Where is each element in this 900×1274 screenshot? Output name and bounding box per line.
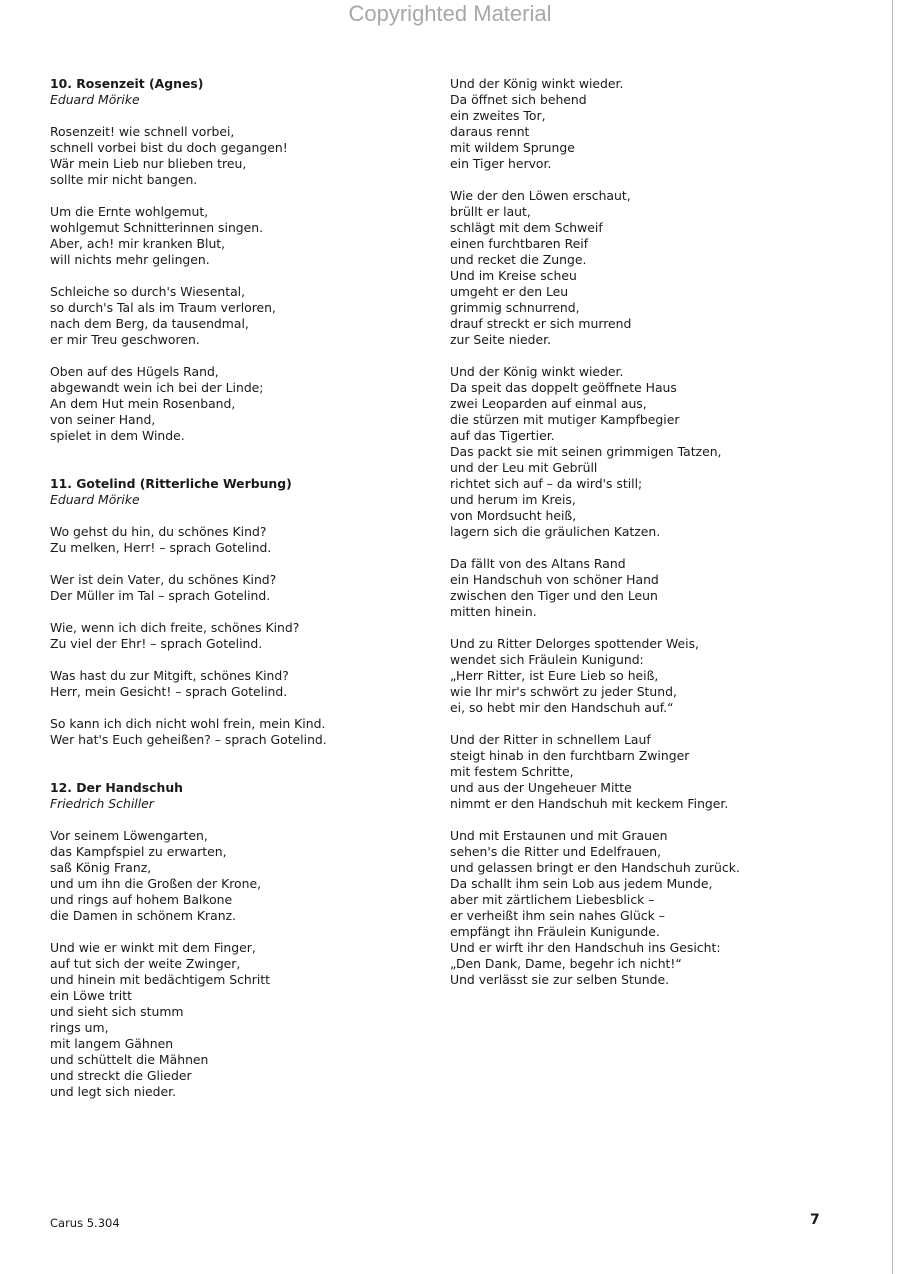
verse-line: „Herr Ritter, ist Eure Lieb so heiß, xyxy=(450,668,659,683)
verse-line: Zu melken, Herr! – sprach Gotelind. xyxy=(50,540,272,555)
stanza xyxy=(450,188,780,348)
stanza xyxy=(450,732,780,812)
verse-line: Zu viel der Ehr! – sprach Gotelind. xyxy=(50,636,263,651)
stanza xyxy=(450,76,780,172)
verse-line: und hinein mit bedächtigem Schritt xyxy=(50,972,271,987)
poem-author: Eduard Mörike xyxy=(50,92,140,107)
verse-line: Und der Ritter in schnellem Lauf xyxy=(450,732,651,747)
verse-line: Der Müller im Tal – sprach Gotelind. xyxy=(50,588,271,603)
stanza xyxy=(450,828,780,988)
verse-line: die Damen in schönem Kranz. xyxy=(50,908,237,923)
poem-der-handschuh-continuation xyxy=(450,76,780,988)
poem-title: 10. Rosenzeit (Agnes) xyxy=(50,76,204,91)
verse-line: Da speit das doppelt geöffnete Haus xyxy=(450,380,677,395)
verse-line: so durch's Tal als im Traum verloren, xyxy=(50,300,276,315)
poem-text xyxy=(50,124,350,444)
stanza xyxy=(50,572,350,604)
verse-line: Und mit Erstaunen und mit Grauen xyxy=(450,828,668,843)
verse-line: mit festem Schritte, xyxy=(450,764,574,779)
verse-line: zwischen den Tiger und den Leun xyxy=(450,588,658,603)
verse-line: saß König Franz, xyxy=(50,860,152,875)
verse-line: daraus rennt xyxy=(450,124,530,139)
verse-line: sollte mir nicht bangen. xyxy=(50,172,198,187)
verse-line: das Kampfspiel zu erwarten, xyxy=(50,844,227,859)
verse-line: Und wie er winkt mit dem Finger, xyxy=(50,940,256,955)
verse-line: ein Tiger hervor. xyxy=(450,156,552,171)
poem-title: 12. Der Handschuh xyxy=(50,780,183,795)
verse-line: und streckt die Glieder xyxy=(50,1068,192,1083)
verse-line: Und im Kreise scheu xyxy=(450,268,577,283)
right-column xyxy=(450,76,780,988)
verse-line: schnell vorbei bist du doch gegangen! xyxy=(50,140,288,155)
stanza xyxy=(50,364,350,444)
verse-line: schlägt mit dem Schweif xyxy=(450,220,603,235)
verse-line: Da fällt von des Altans Rand xyxy=(450,556,626,571)
stanza xyxy=(50,204,350,268)
verse-line: empfängt ihn Fräulein Kunigunde. xyxy=(450,924,660,939)
verse-line: zur Seite nieder. xyxy=(450,332,552,347)
verse-line: brüllt er laut, xyxy=(450,204,531,219)
verse-line: Was hast du zur Mitgift, schönes Kind? xyxy=(50,668,289,683)
verse-line: Wär mein Lieb nur blieben treu, xyxy=(50,156,247,171)
verse-line: Da schallt ihm sein Lob aus jedem Munde, xyxy=(450,876,713,891)
verse-line: ein Löwe tritt xyxy=(50,988,132,1003)
verse-line: Wo gehst du hin, du schönes Kind? xyxy=(50,524,267,539)
stanza xyxy=(50,284,350,348)
verse-line: Wer hat's Euch geheißen? – sprach Gotelind. xyxy=(50,732,327,747)
verse-line: zwei Leoparden auf einmal aus, xyxy=(450,396,647,411)
verse-line: und aus der Ungeheuer Mitte xyxy=(450,780,632,795)
verse-line: Wie der den Löwen erschaut, xyxy=(450,188,631,203)
verse-line: Aber, ach! mir kranken Blut, xyxy=(50,236,226,251)
verse-line: Um die Ernte wohlgemut, xyxy=(50,204,209,219)
poem-text xyxy=(50,524,350,748)
verse-line: und sieht sich stumm xyxy=(50,1004,184,1019)
verse-line: auf tut sich der weite Zwinger, xyxy=(50,956,241,971)
verse-line: und legt sich nieder. xyxy=(50,1084,177,1099)
verse-line: mitten hinein. xyxy=(450,604,537,619)
verse-line: und schüttelt die Mähnen xyxy=(50,1052,209,1067)
stanza xyxy=(50,524,350,556)
verse-line: von seiner Hand, xyxy=(50,412,156,427)
verse-line: Schleiche so durch's Wiesental, xyxy=(50,284,246,299)
verse-line: nimmt er den Handschuh mit keckem Finger. xyxy=(450,796,729,811)
stanza xyxy=(50,668,350,700)
verse-line: Und der König winkt wieder. xyxy=(450,364,624,379)
verse-line: und rings auf hohem Balkone xyxy=(50,892,233,907)
verse-line: „Den Dank, Dame, begehr ich nicht!“ xyxy=(450,956,682,971)
verse-line: nach dem Berg, da tausendmal, xyxy=(50,316,249,331)
verse-line: Rosenzeit! wie schnell vorbei, xyxy=(50,124,235,139)
verse-line: rings um, xyxy=(50,1020,109,1035)
verse-line: Oben auf des Hügels Rand, xyxy=(50,364,219,379)
verse-line: und herum im Kreis, xyxy=(450,492,576,507)
stanza xyxy=(450,364,780,540)
verse-line: und der Leu mit Gebrüll xyxy=(450,460,598,475)
verse-line: er verheißt ihm sein nahes Glück – xyxy=(450,908,665,923)
verse-line: Und zu Ritter Delorges spottender Weis, xyxy=(450,636,699,651)
verse-line: und recket die Zunge. xyxy=(450,252,587,267)
stanza xyxy=(50,124,350,188)
verse-line: und um ihn die Großen der Krone, xyxy=(50,876,262,891)
poem-text xyxy=(50,828,350,1100)
verse-line: So kann ich dich nicht wohl frein, mein Kind. xyxy=(50,716,326,731)
page-number: 7 xyxy=(810,1212,820,1228)
verse-line: wendet sich Fräulein Kunigund: xyxy=(450,652,644,667)
poem-der-handschuh xyxy=(50,780,350,1100)
poem-author: Eduard Mörike xyxy=(50,492,140,507)
stanza xyxy=(50,620,350,652)
verse-line: Das packt sie mit seinen grimmigen Tatzen, xyxy=(450,444,722,459)
verse-line: will nichts mehr gelingen. xyxy=(50,252,210,267)
verse-line: lagern sich die gräulichen Katzen. xyxy=(450,524,661,539)
verse-line: An dem Hut mein Rosenband, xyxy=(50,396,236,411)
verse-line: die stürzen mit mutiger Kampfbegier xyxy=(450,412,680,427)
verse-line: aber mit zärtlichem Liebesblick – xyxy=(450,892,655,907)
stanza xyxy=(50,940,350,1100)
verse-line: Da öffnet sich behend xyxy=(450,92,587,107)
poem-title: 11. Gotelind (Ritterliche Werbung) xyxy=(50,476,292,491)
verse-line: mit langem Gähnen xyxy=(50,1036,174,1051)
stanza xyxy=(450,636,780,716)
watermark-copyrighted-material: Copyrighted Material xyxy=(348,1,552,26)
poem-gotelind xyxy=(50,476,350,748)
verse-line: sehen's die Ritter und Edelfrauen, xyxy=(450,844,662,859)
verse-line: er mir Treu geschworen. xyxy=(50,332,200,347)
verse-line: ein zweites Tor, xyxy=(450,108,546,123)
verse-line: wie Ihr mir's schwört zu jeder Stund, xyxy=(450,684,677,699)
verse-line: auf das Tigertier. xyxy=(450,428,555,443)
left-column xyxy=(50,76,350,1132)
stanza xyxy=(50,828,350,924)
verse-line: richtet sich auf – da wird's still; xyxy=(450,476,643,491)
verse-line: mit wildem Sprunge xyxy=(450,140,575,155)
catalog-number: Carus 5.304 xyxy=(50,1216,120,1230)
verse-line: und gelassen bringt er den Handschuh zurück. xyxy=(450,860,740,875)
verse-line: Wie, wenn ich dich freite, schönes Kind? xyxy=(50,620,300,635)
poem-author: Friedrich Schiller xyxy=(50,796,154,811)
verse-line: Und verlässt sie zur selben Stunde. xyxy=(450,972,670,987)
stanza xyxy=(50,716,350,748)
verse-line: umgeht er den Leu xyxy=(450,284,569,299)
verse-line: ein Handschuh von schöner Hand xyxy=(450,572,659,587)
verse-line: ei, so hebt mir den Handschuh auf.“ xyxy=(450,700,674,715)
verse-line: grimmig schnurrend, xyxy=(450,300,580,315)
verse-line: wohlgemut Schnitterinnen singen. xyxy=(50,220,264,235)
poem-rosenzeit xyxy=(50,76,350,444)
verse-line: Vor seinem Löwengarten, xyxy=(50,828,208,843)
verse-line: spielet in dem Winde. xyxy=(50,428,185,443)
stanza xyxy=(450,556,780,620)
verse-line: steigt hinab in den furchtbarn Zwinger xyxy=(450,748,690,763)
verse-line: Herr, mein Gesicht! – sprach Gotelind. xyxy=(50,684,288,699)
verse-line: von Mordsucht heiß, xyxy=(450,508,577,523)
verse-line: einen furchtbaren Reif xyxy=(450,236,589,251)
verse-line: Und er wirft ihr den Handschuh ins Gesicht: xyxy=(450,940,721,955)
verse-line: drauf streckt er sich murrend xyxy=(450,316,632,331)
verse-line: Und der König winkt wieder. xyxy=(450,76,624,91)
verse-line: Wer ist dein Vater, du schönes Kind? xyxy=(50,572,277,587)
verse-line: abgewandt wein ich bei der Linde; xyxy=(50,380,264,395)
